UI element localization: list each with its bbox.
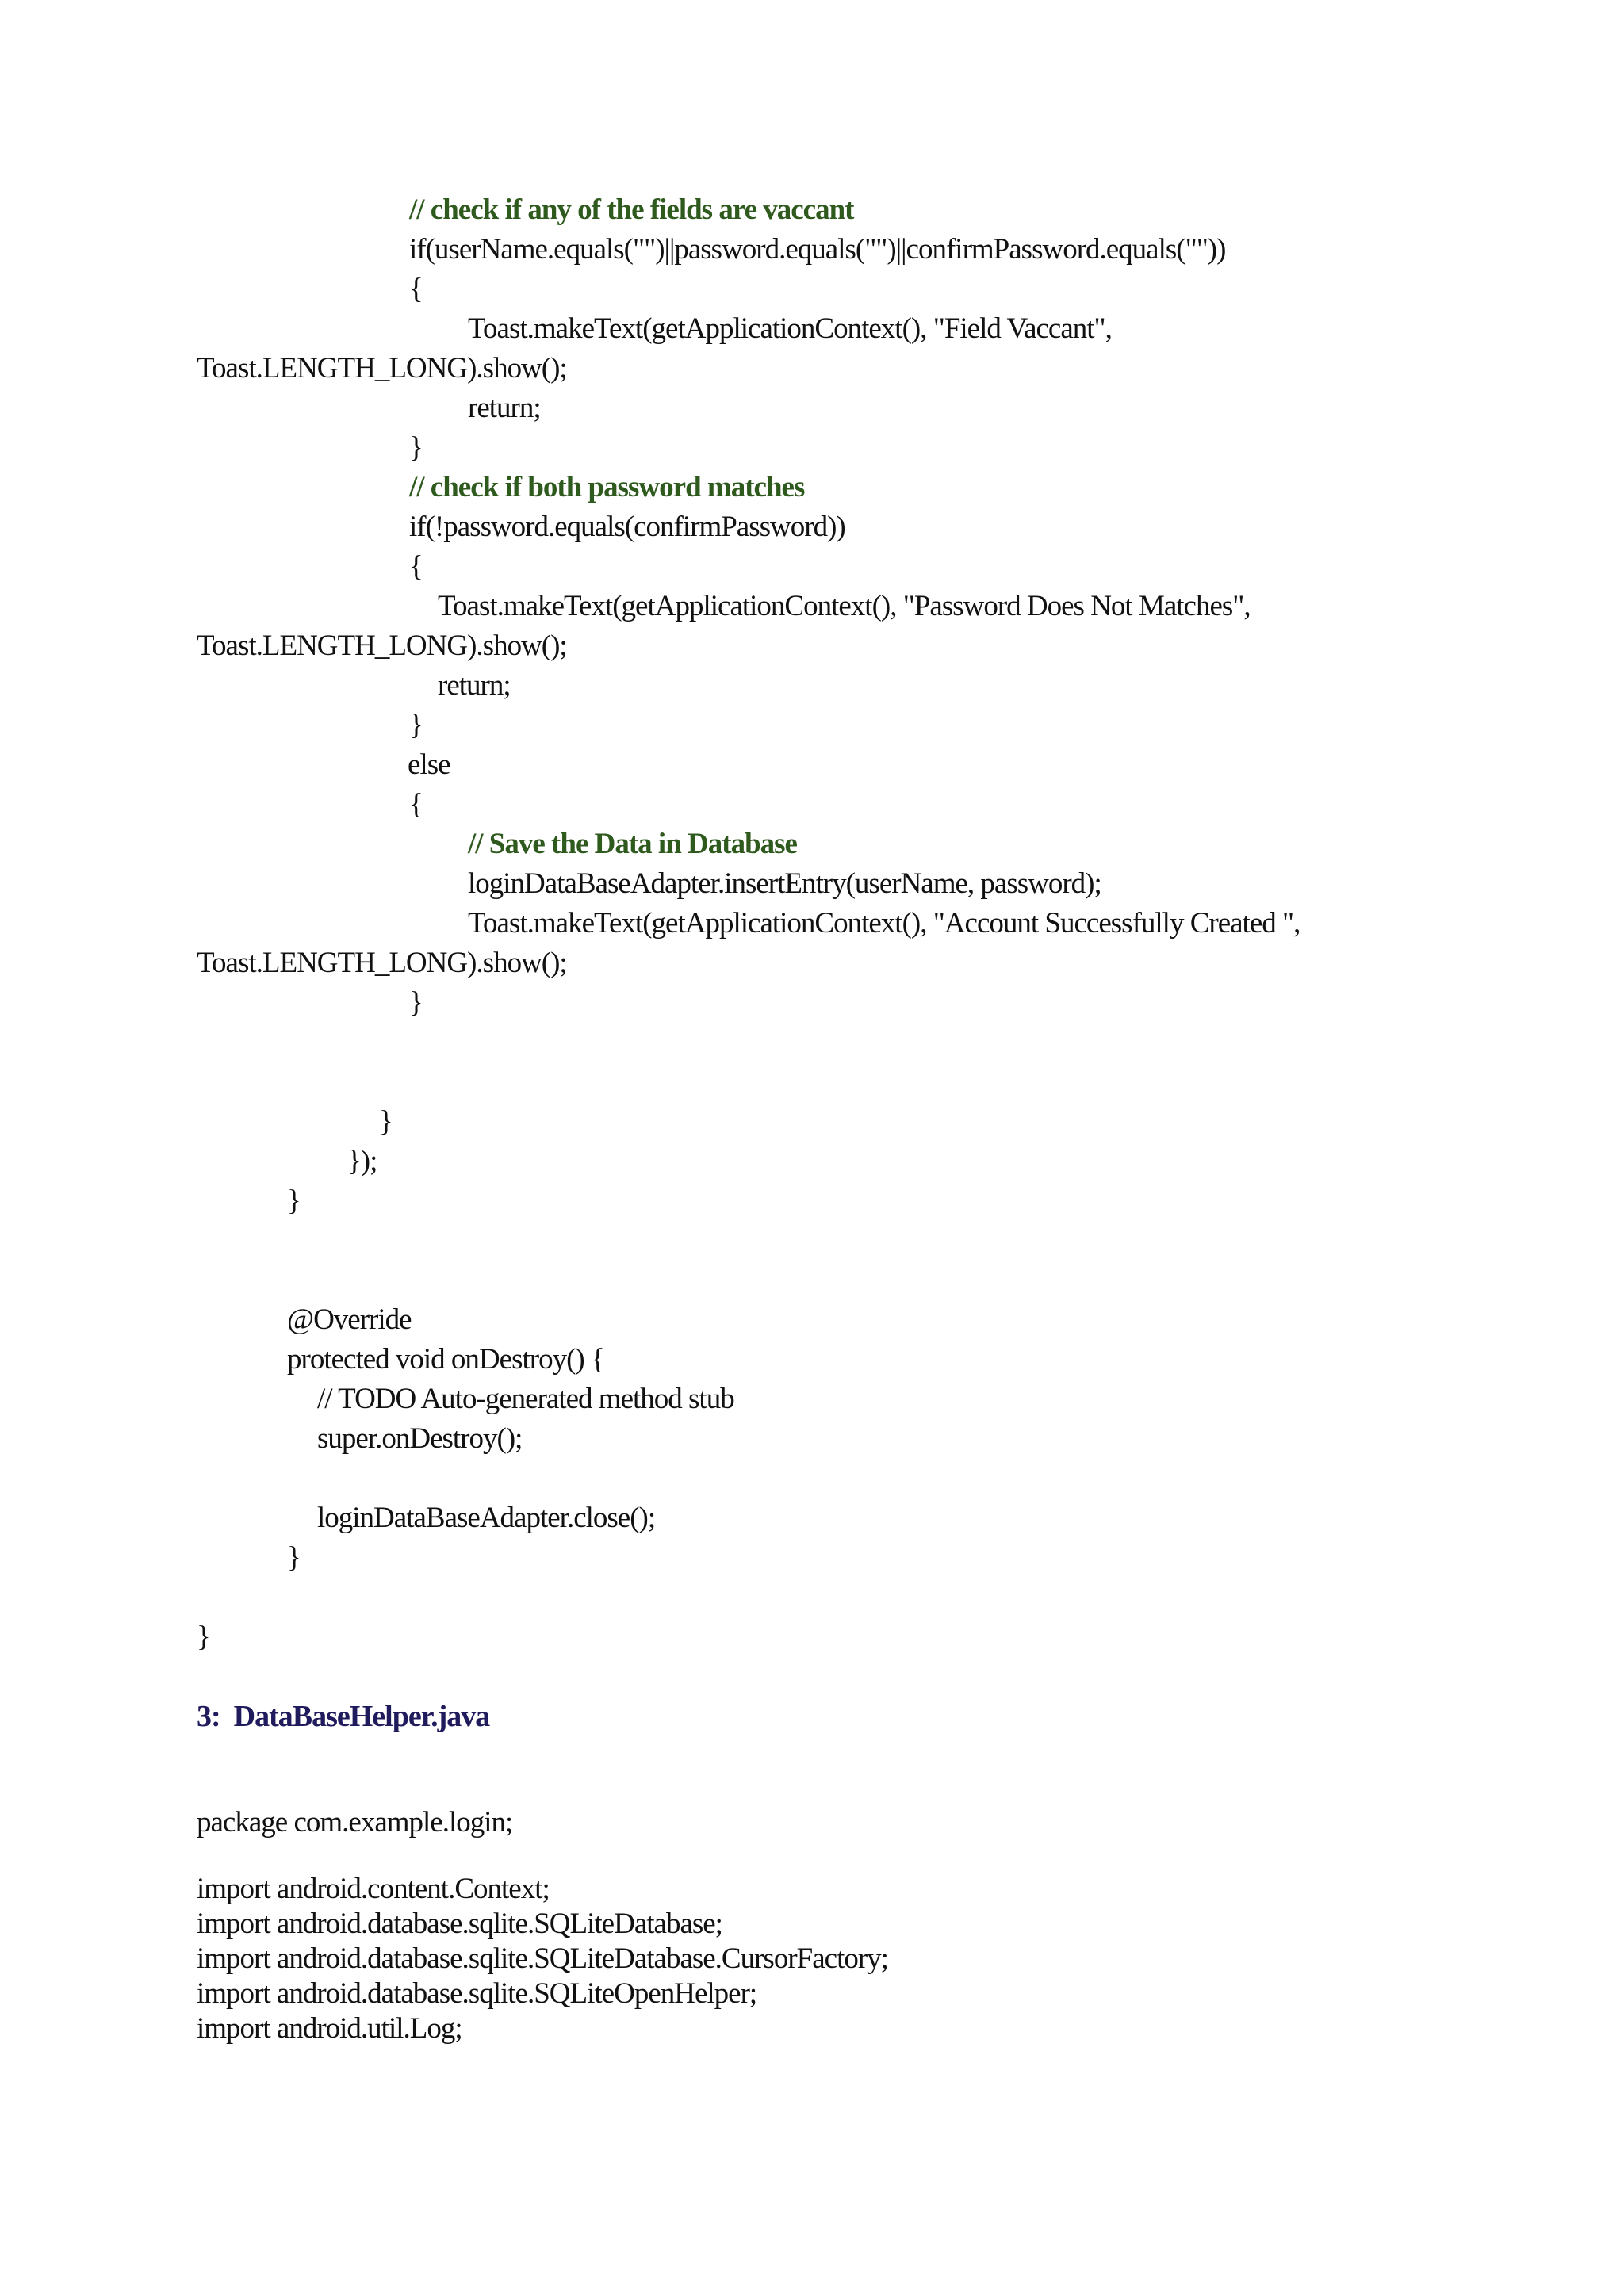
- code-line: // TODO Auto-generated method stub: [317, 1383, 734, 1415]
- code-line: {: [409, 273, 423, 305]
- code-line: }: [287, 1541, 301, 1574]
- code-line: Toast.makeText(getApplicationContext(), "Field Vaccant",: [468, 312, 1112, 345]
- code-line: return;: [438, 669, 511, 702]
- code-line: if(userName.equals("")||password.equals("")||confirmPassword.equals("")): [409, 233, 1226, 266]
- code-line: else: [408, 748, 450, 781]
- code-line: protected void onDestroy() {: [287, 1343, 604, 1376]
- code-line: Toast.LENGTH_LONG).show();: [197, 629, 567, 662]
- code-line: }: [197, 1621, 210, 1653]
- code-line: Toast.LENGTH_LONG).show();: [197, 947, 567, 979]
- code-line: {: [409, 550, 423, 583]
- code-line: super.onDestroy();: [317, 1422, 523, 1455]
- code-line: import android.util.Log;: [197, 2012, 462, 2045]
- code-line: }: [409, 431, 423, 464]
- code-line: return;: [468, 392, 541, 424]
- code-line: if(!password.equals(confirmPassword)): [409, 511, 845, 543]
- code-line: });: [347, 1145, 377, 1177]
- code-line: Toast.makeText(getApplicationContext(), "Password Does Not Matches",: [438, 590, 1251, 622]
- code-line: {: [409, 788, 423, 821]
- code-line: loginDataBaseAdapter.insertEntry(userName, password);: [468, 867, 1101, 900]
- code-comment: // Save the Data in Database: [468, 828, 797, 860]
- code-line: }: [379, 1105, 393, 1138]
- code-line: package com.example.login;: [197, 1806, 513, 1839]
- code-line: import android.content.Context;: [197, 1873, 550, 1905]
- code-line: Toast.LENGTH_LONG).show();: [197, 352, 567, 385]
- code-line: }: [287, 1184, 301, 1217]
- code-comment: // check if both password matches: [409, 471, 805, 503]
- code-comment: // check if any of the fields are vaccant: [409, 193, 854, 226]
- code-line: Toast.makeText(getApplicationContext(), "Account Successfully Created ",: [468, 907, 1300, 939]
- code-line: import android.database.sqlite.SQLiteOpenHelper;: [197, 1977, 757, 2010]
- code-line: @Override: [287, 1303, 412, 1336]
- code-line: import android.database.sqlite.SQLiteDatabase;: [197, 1908, 722, 1940]
- code-line: }: [409, 986, 423, 1019]
- code-line: loginDataBaseAdapter.close();: [317, 1502, 656, 1534]
- code-line: }: [409, 709, 423, 741]
- code-line: import android.database.sqlite.SQLiteDatabase.CursorFactory;: [197, 1942, 888, 1975]
- section-heading: 3: DataBaseHelper.java: [197, 1700, 490, 1733]
